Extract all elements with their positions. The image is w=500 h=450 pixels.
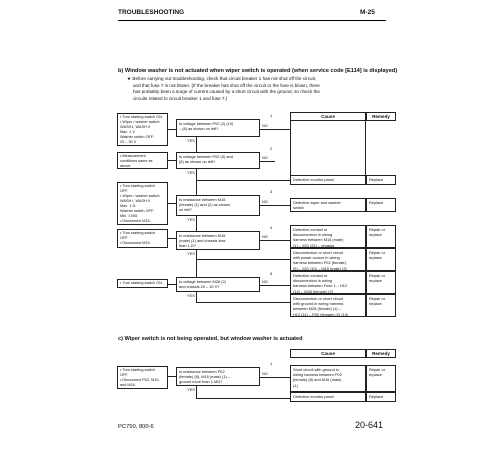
question-box-5: [176, 277, 260, 292]
cause-box-5: [290, 271, 366, 294]
yes-to-cause-line: [196, 259, 290, 260]
question-line: (female) (8), M16 (male) (1) –: [179, 374, 231, 380]
no-label: NO: [262, 199, 268, 204]
condition-line: • Turn starting switch: [120, 231, 156, 235]
cause-line: Disconnection or short circuit: [293, 250, 343, 255]
yes-line: [196, 216, 197, 231]
remedy-line: replace: [369, 255, 382, 261]
condition-line: and M16.: [120, 383, 136, 387]
no-line: [260, 129, 290, 130]
condition-line: Washer switch OFF:: [120, 209, 155, 213]
step-number: 1: [270, 361, 273, 366]
cause-box-c2: [290, 392, 366, 402]
note-line: circuits related to circuit breaker 1 and fuse 7.): [133, 95, 228, 101]
yes-line: [196, 137, 197, 152]
cause-line: disconnection in wiring: [293, 232, 333, 238]
remedy-line: replace: [369, 372, 382, 378]
yes-label: YES: [187, 217, 195, 222]
remedy-box-4: [366, 248, 396, 271]
step-number: 2: [270, 146, 273, 151]
condition-line: • Measurement: [120, 154, 146, 158]
question-box-2: [176, 152, 260, 169]
cause-header: Cause: [290, 112, 366, 121]
condition-box-5: [117, 279, 168, 288]
cause-line: (14) – M28 (female) (2): [293, 288, 333, 294]
question-line: Is resistance between M15: [179, 233, 226, 238]
condition-line: • Turn starting switch ON.: [120, 281, 163, 285]
cause-line: harness between Fuse 1 – H12: [293, 283, 348, 289]
condition-line: Min. 1 MΩ: [120, 214, 138, 218]
remedy-box-6: [366, 294, 396, 317]
section-b-note: [127, 76, 387, 102]
cause-line: (1) – X01 (21) – chassis: [293, 242, 335, 248]
cause-line: (1): [293, 382, 298, 388]
remedy-box-c1: [366, 365, 396, 392]
cause-line: H12 (11) – P02 (female) (2) (10): [293, 311, 349, 317]
connector-line: [168, 160, 176, 161]
no-line: [260, 285, 290, 286]
condition-line: Max. 1 Ω: [120, 204, 136, 208]
page-number: 20-641: [355, 420, 384, 430]
no-line: [260, 240, 290, 241]
connector-line: [168, 129, 176, 130]
question-box-c1: [176, 367, 260, 386]
condition-line: Max. 1 V: [120, 130, 135, 134]
remedy-header-c: Remedy: [366, 349, 396, 358]
cause-line: (female) (8) and M16 (male): [293, 377, 342, 383]
no-label: NO: [262, 234, 268, 239]
yes-to-cause-line: [196, 398, 290, 399]
condition-line: OFF.: [120, 236, 129, 240]
step-number: 5: [270, 271, 273, 276]
condition-line: • Turn starting switch: [120, 184, 156, 188]
question-line: Is voltage between P02 (5) and: [179, 154, 233, 159]
condition-box-2: [117, 152, 168, 169]
yes-to-cause-line: [196, 302, 290, 303]
cause-box-4: [290, 248, 366, 271]
condition-line: WASH I, WASH II: [120, 199, 150, 203]
cause-line: Defective wiper and washer: [293, 200, 341, 205]
no-label: NO: [262, 155, 268, 160]
remedy-box-1: [366, 175, 396, 185]
no-label: NO: [262, 279, 268, 284]
condition-line: above.: [120, 164, 132, 168]
remedy-line: Repair or: [369, 227, 386, 232]
step-number: 1: [270, 113, 273, 118]
question-box-1: [176, 119, 260, 137]
cause-box-6: [290, 294, 366, 317]
connector-line: [168, 238, 176, 239]
no-line: [260, 377, 290, 378]
question-line: Is voltage between M28 (2): [179, 279, 226, 284]
connector-line: [168, 284, 176, 285]
condition-line: conditions same as: [120, 159, 153, 163]
yes-label: YES: [187, 387, 195, 392]
cause-box-c1: [290, 365, 366, 392]
cause-line: Defective monitor panel: [293, 177, 334, 182]
condition-line: 20 – 30 V: [120, 140, 137, 144]
condition-line: • Disconnect P02, M15,: [120, 378, 160, 382]
question-line: than 1 Ω?: [179, 243, 196, 249]
condition-line: • Wiper / washer switch:: [120, 194, 161, 198]
condition-box-1: [117, 113, 168, 146]
header-title: TROUBLESHOOTING: [118, 9, 185, 16]
no-line: [260, 161, 275, 162]
condition-line: • Disconnect M15.: [120, 241, 151, 245]
section-c-title: c) Wiper switch is not being operated, but window washer is actuated: [118, 336, 303, 342]
remedy-box-2: [366, 198, 396, 212]
yes-label: YES: [187, 293, 195, 298]
note-line: has probably been a surge of current caused by a short circuit with the ground, so check the: [133, 89, 320, 94]
remedy-box-3: [366, 225, 396, 248]
question-line: (female) (1) and (2) as shown: [179, 202, 231, 208]
remedy-line: Replace: [369, 200, 384, 205]
yes-line: [196, 292, 197, 302]
condition-box-4: [117, 229, 168, 248]
condition-line: • Wiper / washer switch:: [120, 120, 161, 124]
connector-line: [168, 376, 176, 377]
question-line: Is voltage between P02 (2) (10): [179, 121, 234, 126]
section-b-title: b) Window washer is not actuated when wiper switch is operated (when service code [E114] is displayed): [118, 68, 398, 74]
cause-box-2: [290, 198, 366, 212]
yes-label: YES: [187, 251, 195, 256]
condition-line: • Turn starting switch: [120, 368, 156, 372]
remedy-line: Repair or: [369, 296, 386, 301]
question-line: ground more than 1 MΩ?: [179, 379, 223, 385]
model-label: PC750, 800-6: [118, 424, 154, 430]
yes-line: [196, 386, 197, 398]
remedy-line: Repair or: [369, 367, 386, 372]
no-line: [260, 205, 290, 206]
remedy-line: Repair or: [369, 273, 386, 278]
no-label: NO: [262, 371, 268, 376]
header-rule: [118, 20, 386, 21]
condition-line: WASH1, WASH II: [120, 125, 150, 129]
condition-box-c1: [117, 366, 168, 389]
page-code: M-25: [360, 9, 375, 16]
condition-line: • Turn starting switch ON.: [120, 115, 163, 119]
remedy-box-5: [366, 271, 396, 294]
question-line: Is resistance between P02: [179, 369, 225, 374]
cause-line: switch: [293, 205, 304, 211]
cause-line: Defective monitor panel: [293, 394, 334, 399]
yes-line: [196, 250, 197, 277]
remedy-line: replace: [369, 232, 382, 238]
cause-line: between M28 (female) (1) –: [293, 306, 341, 312]
question-line: Is resistance between M15: [179, 197, 226, 202]
cause-box-3: [290, 225, 366, 248]
yes-line: [196, 169, 197, 195]
question-line: (8) as shown on left?: [179, 159, 216, 165]
question-line: (male) (1) and chassis less: [179, 238, 226, 244]
condition-line: Washer switch OFF:: [120, 135, 155, 139]
cause-spacer: [290, 121, 366, 178]
question-line: and chassis 20 – 30 V?: [179, 284, 220, 290]
condition-line: • Disconnect M15.: [120, 219, 151, 223]
no-label: NO: [262, 123, 268, 128]
condition-line: OFF.: [120, 189, 129, 193]
yes-label: YES: [187, 170, 195, 175]
cause-line: with ground in wiring harness: [293, 301, 344, 307]
cause-header-c: Cause: [290, 349, 366, 358]
cause-line: (5) – X01 (10) – M15 (male) (3): [293, 265, 347, 271]
remedy-line: replace: [369, 301, 382, 307]
step-number: 3: [270, 189, 273, 194]
cause-box-1: [290, 175, 366, 185]
connector-line: [168, 203, 176, 204]
remedy-box-c2: [366, 392, 396, 402]
note-line: and that fuse 7 is not blown. (If the breaker has shut off the circuit or the fuse is blown, there: [133, 82, 320, 88]
cause-line: Short circuit with ground in: [293, 367, 339, 372]
step-number: 4: [270, 225, 273, 230]
remedy-line: Replace: [369, 394, 384, 399]
question-box-3: [176, 195, 260, 216]
yes-to-cause-line: [196, 180, 290, 181]
cause-line: Defective contact or: [293, 273, 328, 278]
remedy-header: Remedy: [366, 112, 396, 121]
question-line: on left?: [179, 207, 192, 213]
note-line: ★ Before carrying out troubleshooting, check that circuit breaker 1 has not shut off the circuit,: [127, 76, 317, 81]
condition-line: OFF.: [120, 373, 129, 377]
remedy-line: replace: [369, 278, 382, 284]
question-box-4: [176, 231, 260, 250]
remedy-line: Replace: [369, 177, 384, 182]
cause-line: Disconnection or short circuit: [293, 296, 343, 301]
cause-line: with power source in wiring: [293, 255, 340, 261]
cause-line: wiring harness between P02: [293, 372, 342, 378]
cause-line: harness between M15 (male): [293, 237, 344, 243]
cause-line: disconnection in wiring: [293, 278, 333, 284]
cause-line: Defective contact or: [293, 227, 328, 232]
yes-label: YES: [187, 138, 195, 143]
remedy-line: Repair or: [369, 250, 386, 255]
question-line: – (8) as shown on left?: [179, 126, 219, 132]
cause-line: harness between P02 (female): [293, 260, 346, 266]
condition-box-3: [117, 182, 168, 225]
